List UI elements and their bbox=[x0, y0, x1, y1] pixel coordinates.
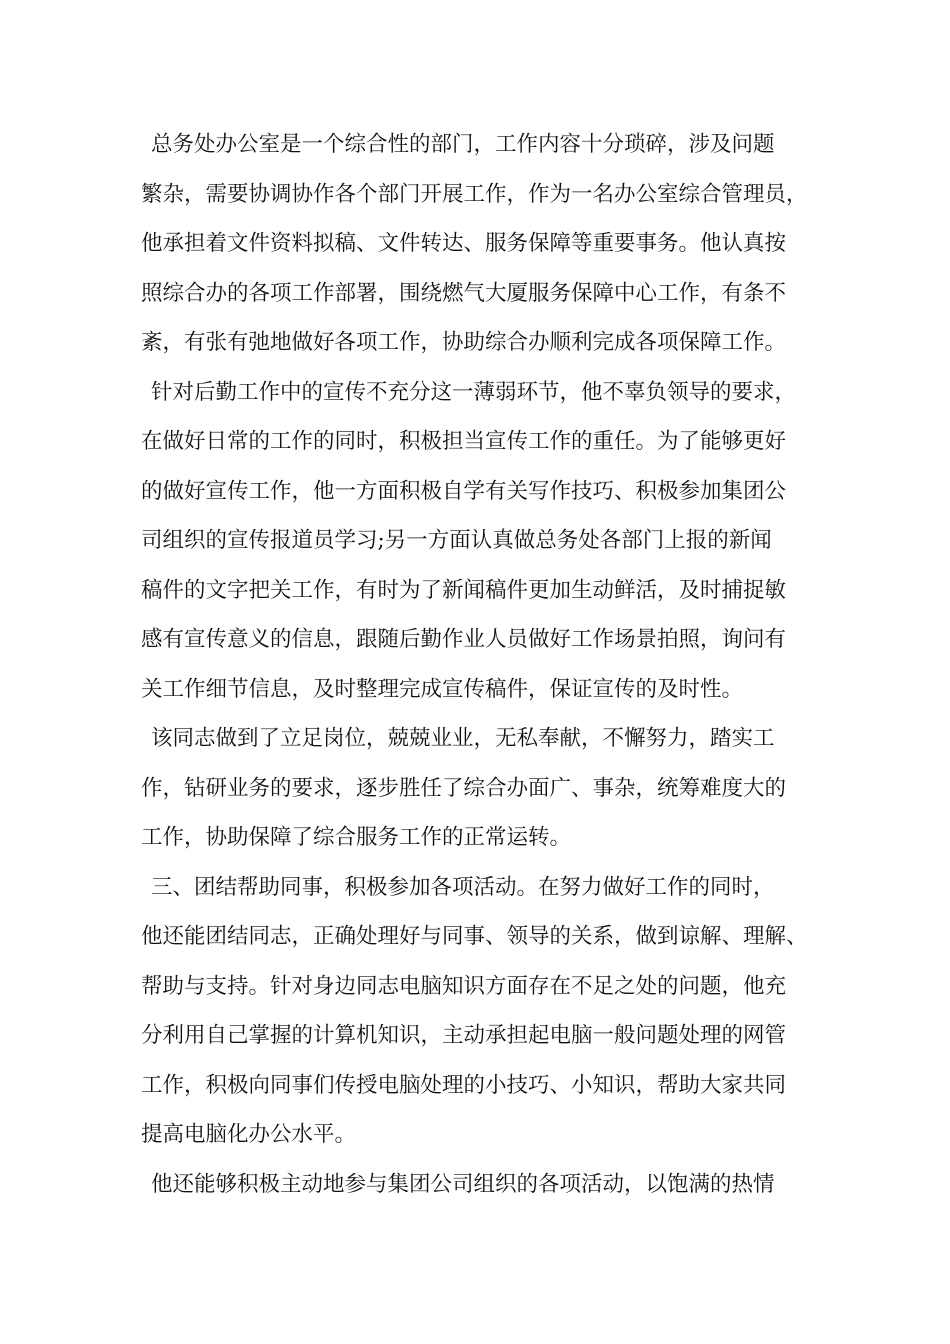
text-line: 该同志做到了立足岗位，兢兢业业，无私奉献，不懈努力，踏实工 bbox=[151, 726, 775, 751]
text-line: 关工作细节信息，及时整理完成宣传稿件，保证宣传的及时性。 bbox=[141, 676, 744, 702]
text-line: 三、团结帮助同事，积极参加各项活动。在努力做好工作的同时， bbox=[151, 874, 775, 900]
text-line: 总务处办公室是一个综合性的部门，工作内容十分琐碎，涉及问题 bbox=[151, 132, 775, 157]
text-line: 他还能团结同志，正确处理好与同事、领导的关系，做到谅解、理解、 bbox=[141, 924, 808, 949]
document-body bbox=[141, 120, 821, 1209]
text-line: 帮助与支持。针对身边同志电脑知识方面存在不足之处的问题，他充 bbox=[141, 973, 787, 999]
text-line: 他还能够积极主动地参与集团公司组织的各项活动，以饱满的热情 bbox=[151, 1171, 775, 1197]
text-line: 感有宣传意义的信息，跟随后勤作业人员做好工作场景拍照，询问有 bbox=[141, 627, 787, 652]
text-line: 工作，积极向同事们传授电脑处理的小技巧、小知识，帮助大家共同 bbox=[141, 1072, 787, 1098]
text-line: 在做好日常的工作的同时，积极担当宣传工作的重任。为了能够更好 bbox=[141, 429, 787, 454]
text-line: 的做好宣传工作，他一方面积极自学有关写作技巧、积极参加集团公 bbox=[141, 478, 787, 504]
text-line: 稿件的文字把关工作，有时为了新闻稿件更加生动鲜活，及时捕捉敏 bbox=[141, 577, 787, 603]
text-line: 针对后勤工作中的宣传不充分这一薄弱环节，他不辜负领导的要求， bbox=[151, 379, 797, 405]
text-line: 分利用自己掌握的计算机知识，主动承担起电脑一般问题处理的网管 bbox=[141, 1023, 787, 1048]
text-line: 作，钻研业务的要求，逐步胜任了综合办面广、事杂，统筹难度大的 bbox=[141, 775, 787, 801]
text-line: 司组织的宣传报道员学习;另一方面认真做总务处各部门上报的新闻 bbox=[141, 528, 772, 553]
text-line: 繁杂，需要协调协作各个部门开展工作，作为一名办公室综合管理员， bbox=[141, 181, 808, 207]
text-line: 提高电脑化办公水平。 bbox=[141, 1122, 357, 1147]
text-line: 紊，有张有弛地做好各项工作，协助综合办顺利完成各项保障工作。 bbox=[141, 330, 787, 355]
text-line: 他承担着文件资料拟稿、文件转达、服务保障等重要事务。他认真按 bbox=[141, 231, 787, 256]
text-line: 工作，协助保障了综合服务工作的正常运转。 bbox=[141, 825, 572, 850]
text-line: 照综合办的各项工作部署，围绕燃气大厦服务保障中心工作，有条不 bbox=[141, 280, 787, 306]
